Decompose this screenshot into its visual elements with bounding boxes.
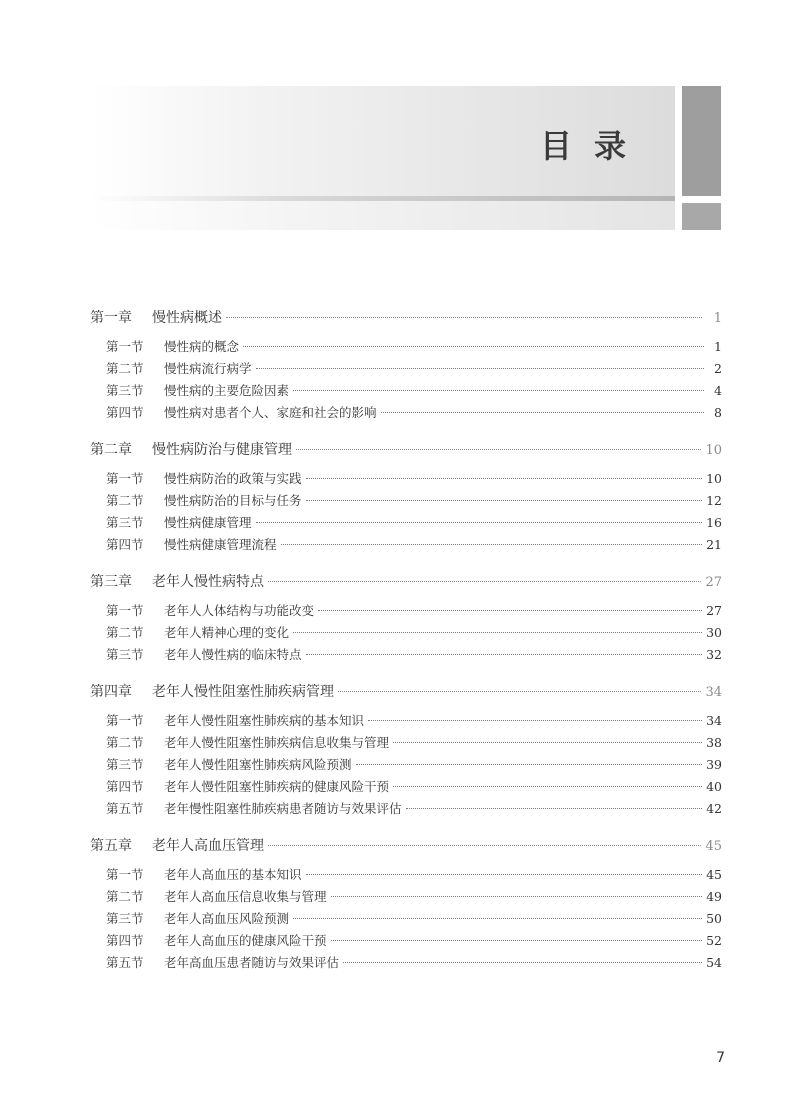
section-page: 21: [706, 537, 722, 552]
section-number: 第二节: [106, 735, 144, 750]
section-entry[interactable]: [90, 380, 722, 402]
section-entry[interactable]: [90, 490, 722, 512]
section-title: 慢性病对患者个人、家庭和社会的影响: [164, 405, 377, 420]
section-title: 慢性病流行病学: [164, 361, 252, 376]
chapter-number: 第五章: [90, 838, 132, 854]
section-number: 第三节: [106, 515, 144, 530]
chapter-block: [90, 828, 722, 974]
section-number: 第四节: [106, 405, 144, 420]
table-of-contents: [90, 300, 722, 982]
section-entry[interactable]: [90, 512, 722, 534]
chapter-number: 第四章: [90, 684, 132, 700]
leader-dots: [268, 845, 701, 846]
chapter-page: 10: [705, 443, 722, 458]
section-page: 38: [706, 735, 722, 750]
section-page: 4: [714, 383, 722, 398]
section-page: 52: [706, 933, 722, 948]
leader-dots: [293, 390, 704, 391]
section-number: 第二节: [106, 889, 144, 904]
chapter-title: 老年人慢性阻塞性肺疾病管理: [152, 684, 334, 700]
section-entry[interactable]: [90, 930, 722, 952]
section-page: 10: [706, 471, 722, 486]
section-page: 8: [714, 405, 722, 420]
section-page: 1: [714, 339, 722, 354]
leader-dots: [306, 654, 703, 655]
section-entry[interactable]: [90, 358, 722, 380]
leader-dots: [256, 522, 703, 523]
header-block-bottom: [682, 203, 721, 230]
section-title: 老年人高血压的健康风险干预: [164, 933, 327, 948]
section-title: 老年人慢性阻塞性肺疾病信息收集与管理: [164, 735, 390, 750]
section-title: 老年人人体结构与功能改变: [164, 603, 315, 618]
chapter-page: 1: [713, 311, 722, 326]
leader-dots: [368, 720, 702, 721]
section-entry[interactable]: [90, 622, 722, 644]
section-entry[interactable]: [90, 402, 722, 424]
section-title: 老年人高血压风险预测: [164, 911, 290, 926]
section-number: 第二节: [106, 361, 144, 376]
leader-dots: [318, 610, 702, 611]
section-entry[interactable]: [90, 534, 722, 556]
section-page: 50: [706, 911, 722, 926]
section-number: 第五节: [106, 801, 144, 816]
section-entry[interactable]: [90, 864, 722, 886]
section-number: 第三节: [106, 647, 144, 662]
section-page: 27: [706, 603, 722, 618]
chapter-number: 第三章: [90, 574, 132, 590]
section-page: 16: [706, 515, 722, 530]
section-page: 32: [706, 647, 722, 662]
section-title: 慢性病防治的政策与实践: [164, 471, 302, 486]
leader-dots: [268, 581, 701, 582]
leader-dots: [306, 478, 703, 479]
section-page: 2: [714, 361, 722, 376]
section-entry[interactable]: [90, 468, 722, 490]
leader-dots: [393, 742, 702, 743]
leader-dots: [406, 808, 703, 809]
section-page: 39: [706, 757, 722, 772]
leader-dots: [226, 317, 702, 318]
section-entry[interactable]: [90, 644, 722, 666]
leader-dots: [331, 940, 703, 941]
section-page: 34: [706, 713, 722, 728]
chapter-page: 45: [705, 839, 722, 854]
chapter-title: 老年人高血压管理: [152, 838, 264, 854]
chapter-entry[interactable]: [90, 828, 722, 864]
chapter-block: [90, 300, 722, 424]
chapter-block: [90, 674, 722, 820]
section-title: 慢性病的概念: [164, 339, 240, 354]
section-entry[interactable]: [90, 886, 722, 908]
leader-dots: [356, 764, 703, 765]
leader-dots: [306, 874, 703, 875]
section-title: 老年人高血压信息收集与管理: [164, 889, 327, 904]
leader-dots: [293, 918, 702, 919]
chapter-number: 第一章: [90, 310, 132, 326]
section-entry[interactable]: [90, 754, 722, 776]
section-title: 慢性病防治的目标与任务: [164, 493, 302, 508]
chapter-page: 27: [705, 575, 722, 590]
section-page: 12: [706, 493, 722, 508]
chapter-entry[interactable]: [90, 564, 722, 600]
leader-dots: [256, 368, 704, 369]
section-entry[interactable]: [90, 952, 722, 974]
section-title: 慢性病健康管理流程: [164, 537, 277, 552]
section-number: 第一节: [106, 867, 144, 882]
section-entry[interactable]: [90, 908, 722, 930]
leader-dots: [343, 962, 702, 963]
leader-dots: [381, 412, 704, 413]
section-number: 第三节: [106, 757, 144, 772]
section-title: 慢性病的主要危险因素: [164, 383, 290, 398]
leader-dots: [306, 500, 703, 501]
section-number: 第四节: [106, 537, 144, 552]
section-page: 40: [706, 779, 722, 794]
section-title: 老年人高血压的基本知识: [164, 867, 302, 882]
section-number: 第四节: [106, 779, 144, 794]
section-number: 第一节: [106, 339, 144, 354]
leader-dots: [296, 449, 701, 450]
header-rule: [90, 196, 675, 201]
header-block-top: [682, 86, 721, 196]
section-number: 第四节: [106, 933, 144, 948]
section-title: 老年人慢性阻塞性肺疾病风险预测: [164, 757, 352, 772]
section-number: 第二节: [106, 625, 144, 640]
section-entry[interactable]: [90, 776, 722, 798]
page-number: 7: [716, 1050, 725, 1066]
leader-dots: [293, 632, 702, 633]
leader-dots: [243, 346, 704, 347]
section-number: 第一节: [106, 603, 144, 618]
leader-dots: [338, 691, 701, 692]
header-band-lower: [90, 196, 675, 230]
section-number: 第二节: [106, 493, 144, 508]
section-number: 第三节: [106, 911, 144, 926]
chapter-entry[interactable]: [90, 432, 722, 468]
leader-dots: [331, 896, 703, 897]
section-title: 老年高血压患者随访与效果评估: [164, 955, 340, 970]
leader-dots: [281, 544, 703, 545]
chapter-entry[interactable]: [90, 300, 722, 336]
section-number: 第一节: [106, 713, 144, 728]
section-entry[interactable]: [90, 798, 722, 820]
chapter-number: 第二章: [90, 442, 132, 458]
section-number: 第一节: [106, 471, 144, 486]
chapter-entry[interactable]: [90, 674, 722, 710]
chapter-block: [90, 564, 722, 666]
section-entry[interactable]: [90, 732, 722, 754]
section-title: 慢性病健康管理: [164, 515, 252, 530]
chapter-title: 慢性病概述: [152, 310, 222, 326]
section-entry[interactable]: [90, 336, 722, 358]
section-page: 30: [706, 625, 722, 640]
section-page: 54: [706, 955, 722, 970]
section-number: 第五节: [106, 955, 144, 970]
section-title: 老年慢性阻塞性肺疾病患者随访与效果评估: [164, 801, 402, 816]
chapter-title: 慢性病防治与健康管理: [152, 442, 292, 458]
section-entry[interactable]: [90, 600, 722, 622]
chapter-page: 34: [705, 685, 722, 700]
section-title: 老年人慢性病的临床特点: [164, 647, 302, 662]
chapter-title: 老年人慢性病特点: [152, 574, 264, 590]
section-title: 老年人精神心理的变化: [164, 625, 290, 640]
section-page: 42: [706, 801, 722, 816]
leader-dots: [393, 786, 702, 787]
section-title: 老年人慢性阻塞性肺疾病的基本知识: [164, 713, 365, 728]
chapter-block: [90, 432, 722, 556]
section-entry[interactable]: [90, 710, 722, 732]
page-title: 目录: [540, 127, 649, 165]
section-number: 第三节: [106, 383, 144, 398]
section-title: 老年人慢性阻塞性肺疾病的健康风险干预: [164, 779, 390, 794]
section-page: 49: [706, 889, 722, 904]
section-page: 45: [706, 867, 722, 882]
